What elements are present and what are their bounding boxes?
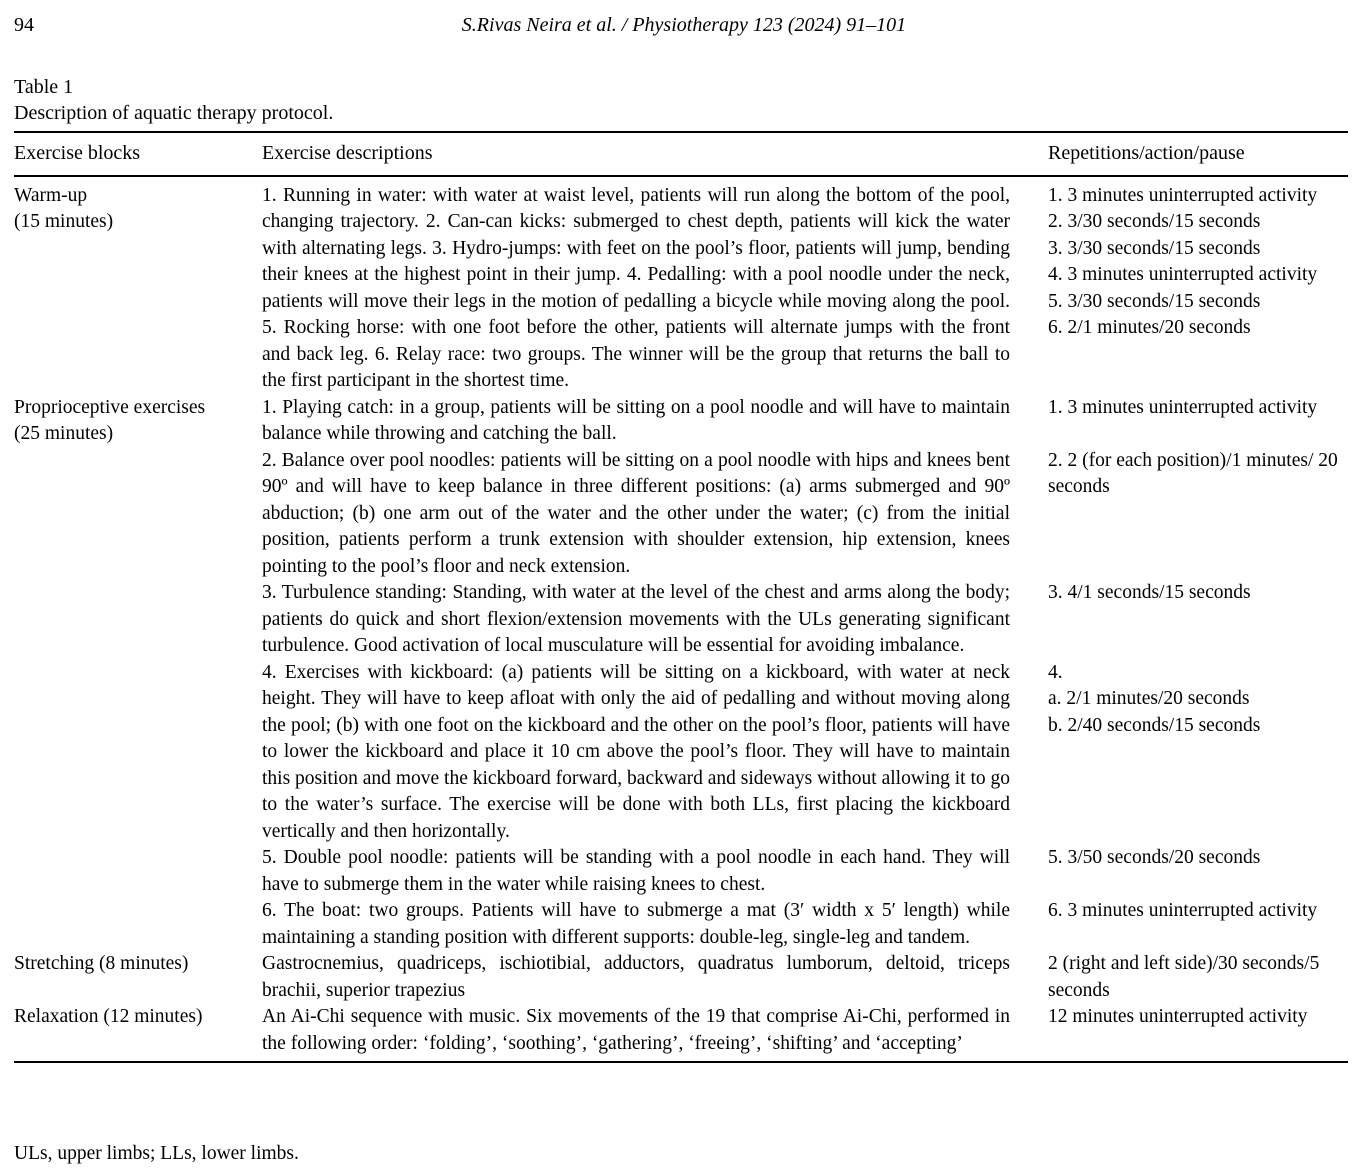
repetitions-cell — [1048, 395, 1348, 422]
reps-line: 5. 3/30 seconds/15 seconds — [1048, 290, 1261, 312]
table-row-proprioceptive-3 — [14, 580, 1348, 660]
description-cell: An Ai-Chi sequence with music. Six movements of the 19 that comprise Ai-Chi, performed in the following order: ‘folding’, ‘soothing’, ‘gathering’, ‘freeing’, ‘shifting’ and ‘accepting’ — [262, 1006, 1010, 1054]
column-header-exercise-blocks: Exercise blocks — [14, 142, 141, 164]
table-header-row — [14, 133, 1348, 177]
block-line: (25 minutes) — [14, 423, 114, 444]
column-header-exercise-descriptions: Exercise descriptions — [262, 142, 433, 164]
description-cell: 5. Double pool noodle: patients will be standing with a pool noodle in each hand. They will have to submerge them in the water while raising knees to chest. — [262, 847, 1010, 895]
table-row-proprioceptive-4 — [14, 660, 1348, 846]
reps-line: 1. 3 minutes uninterrupted activity — [1048, 184, 1318, 206]
table-row-proprioceptive-2 — [14, 448, 1348, 581]
running-head: S.Rivas Neira et al. / Physiotherapy 123 (2024) 91–101 — [461, 14, 907, 36]
block-line: (15 minutes) — [14, 211, 114, 232]
repetitions-cell — [1048, 183, 1348, 342]
repetitions-cell — [1048, 1004, 1348, 1031]
description-cell: 4. Exercises with kickboard: (a) patients will be sitting on a kickboard, with water at neck height. They will have to keep afloat with only the aid of pedalling and without moving along the pool; (b) with one foot on the kickboard and the other on the pool’s floor, patients will have to lower the kickboard and place it 10 cm above the pool’s floor. They will have to maintain this position and move the kickboard forward, backward and sideways without allowing it to go to the water’s surface. The exercise will be done with both LLs, first placing the kickboard vertically and then horizontally. — [262, 661, 1010, 842]
reps-line: 2 (right and left side)/30 seconds/5 seconds — [1048, 953, 1320, 1001]
block-line: Proprioceptive exercises — [14, 396, 206, 418]
reps-line: 4. 3 minutes uninterrupted activity — [1048, 264, 1318, 285]
reps-line: 6. 3 minutes uninterrupted activity — [1048, 900, 1318, 921]
repetitions-cell — [1048, 898, 1348, 925]
block-line: Relaxation (12 minutes) — [14, 1006, 203, 1027]
reps-line: 2. 3/30 seconds/15 seconds — [1048, 211, 1261, 232]
reps-line: 1. 3 minutes uninterrupted activity — [1048, 396, 1318, 418]
reps-line: 2. 2 (for each position)/1 minutes/ 20 seconds — [1048, 449, 1338, 497]
column-header-repetitions: Repetitions/action/pause — [1048, 142, 1245, 164]
repetitions-cell — [1048, 580, 1348, 607]
table-row-proprioceptive-6 — [14, 898, 1348, 951]
block-line: Stretching (8 minutes) — [14, 953, 189, 974]
reps-line: 3. 4/1 seconds/15 seconds — [1048, 582, 1251, 603]
reps-line: b. 2/40 seconds/15 seconds — [1048, 714, 1261, 736]
table-caption: Description of aquatic therapy protocol. — [14, 102, 334, 124]
reps-line: 4. — [1048, 661, 1063, 683]
block-line: Warm-up — [14, 184, 88, 206]
description-cell: Gastrocnemius, quadriceps, ischiotibial, adductors, quadratus lumborum, deltoid, triceps brachii, superior trapezius — [262, 953, 1010, 1001]
block-cell — [14, 395, 262, 448]
table-row-warmup — [14, 183, 1348, 395]
table-row-proprioceptive-1 — [14, 395, 1348, 448]
reps-line: 12 minutes uninterrupted activity — [1048, 1006, 1308, 1027]
table-row-relaxation — [14, 1004, 1348, 1057]
block-cell — [14, 951, 262, 978]
block-cell — [14, 183, 262, 236]
description-cell: 6. The boat: two groups. Patients will have to submerge a mat (3′ width x 5′ length) while maintaining a standing position with different supports: double-leg, single-leg and tandem. — [262, 900, 1010, 948]
reps-line: 3. 3/30 seconds/15 seconds — [1048, 237, 1261, 259]
repetitions-cell — [1048, 660, 1348, 740]
repetitions-cell — [1048, 448, 1348, 501]
description-cell: 1. Playing catch: in a group, patients will be sitting on a pool noodle and will have to maintain balance while throwing and catching the ball. — [262, 396, 1010, 444]
table-row-proprioceptive-5 — [14, 845, 1348, 898]
reps-line: a. 2/1 minutes/20 seconds — [1048, 688, 1250, 709]
table-footnote: ULs, upper limbs; LLs, lower limbs. — [14, 1143, 299, 1164]
description-cell: 1. Running in water: with water at waist level, patients will run along the bottom of the pool, changing trajectory. 2. Can-can kicks: submerged to chest depth, patients will kick the water with alternating legs. 3. Hydro-jumps: with feet on the pool’s floor, patients will jump, bending their knees at the highest point in their jump. 4. Pedalling: with a pool noodle under the neck, patients will move their legs in the motion of pedalling a bicycle while moving along the pool. 5. Rocking horse: with one foot before the other, patients will alternate jumps with the front and back leg. 6. Relay race: two groups. The winner will be the group that returns the ball to the first participant in the shortest time. — [262, 184, 1010, 391]
table-body — [14, 177, 1348, 1062]
table-label: Table 1 — [14, 76, 74, 98]
block-cell — [14, 1004, 262, 1031]
description-cell: 2. Balance over pool noodles: patients will be sitting on a pool noodle with hips and knees bent 90º and will have to keep balance in three different positions: (a) arms submerged and 90º abduction; (b) one arm out of the water and the other under the water; (c) from the initial position, patients perform a trunk extension with shoulder extension, hip extension, knees pointing to the pool’s floor and neck extension. — [262, 449, 1010, 577]
description-cell: 3. Turbulence standing: Standing, with water at the level of the chest and arms along the body; patients do quick and short flexion/extension movements with the ULs generating significant turbulence. Good activation of local musculature will be essential for avoiding imbalance. — [262, 582, 1010, 656]
page-number: 94 — [14, 14, 34, 36]
protocol-table — [14, 131, 1348, 1063]
reps-line: 6. 2/1 minutes/20 seconds — [1048, 317, 1251, 338]
table-row-stretching — [14, 951, 1348, 1004]
repetitions-cell — [1048, 951, 1348, 1004]
reps-line: 5. 3/50 seconds/20 seconds — [1048, 847, 1261, 868]
repetitions-cell — [1048, 845, 1348, 872]
